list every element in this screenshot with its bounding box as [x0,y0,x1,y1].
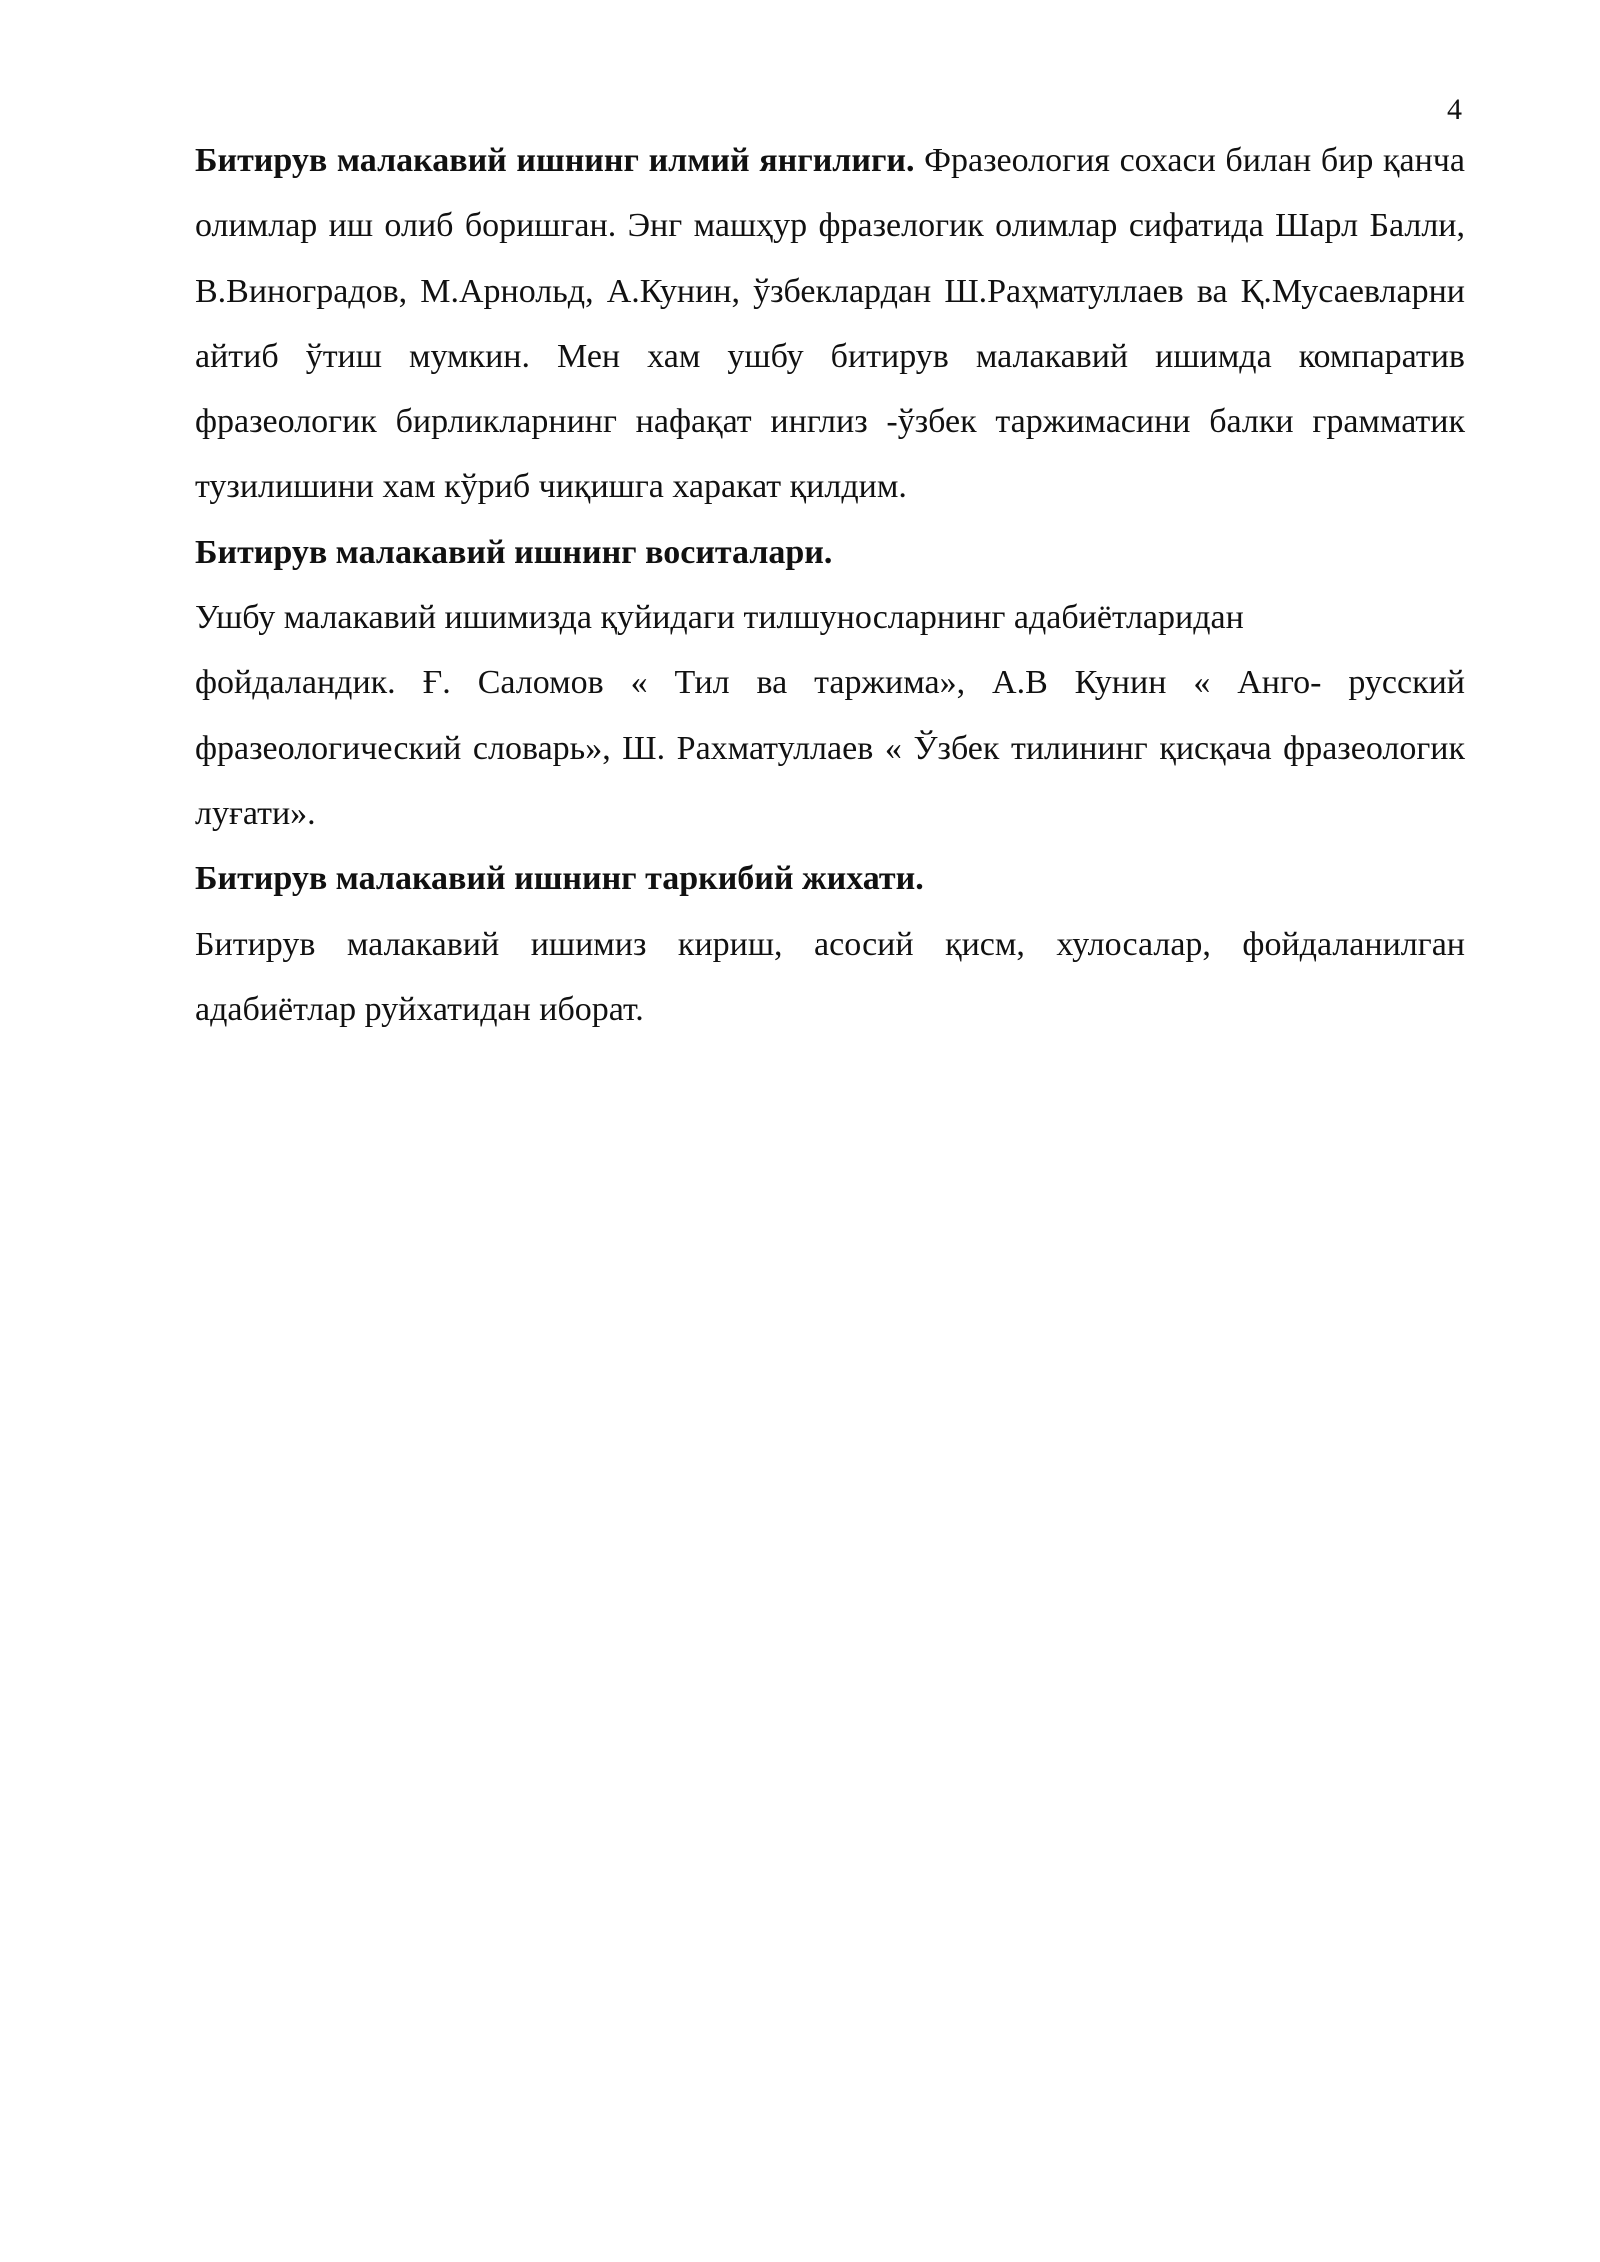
page-number: 4 [1447,93,1462,126]
tools-heading: Битирув малакавий ишнинг воситалари. [195,533,833,571]
novelty-heading: Битирув малакавий ишнинг илмий янгилиги. [195,142,915,179]
structure-text: Битирув малакавий ишимиз кириш, асосий қисм, хулосалар, фойдаланилган адабиётлар руйхатидан иборат. [195,925,1465,1028]
novelty-text: Фразеология сохаси билан бир қанча олимлар иш олиб боришган. Энг машҳур фразелогик олимлар сифатида Шарл Балли, В.Виноградов, М.Арнольд, А.Кунин, ўзбеклардан Ш.Раҳматуллаев ва Қ.Мусаевларни айтиб ўтиш мумкин. Мен хам ушбу битирув малакавий ишимда компаратив фразеологик бирликларнинг нафақат инглиз -ўзбек таржимасини балки грамматик тузилишини хам кўриб чиқишга харакат қилдим. [195,142,1465,506]
structure-heading: Битирув малакавий ишнинг таркибий жихати. [195,860,924,898]
novelty-paragraph [195,128,1465,520]
tools-first-line: Ушбу малакавий ишимизда қуйидаги тилшуносларнинг адабиётларидан [195,599,1244,637]
tools-text: фойдаландик. Ғ. Саломов « Тил ва таржима», А.В Кунин « Анго- русский фразеологический словарь», Ш. Рахматуллаев « Ўзбек тилининг қисқача фразеологик луғати». [195,664,1465,832]
page-content [195,128,1465,1042]
